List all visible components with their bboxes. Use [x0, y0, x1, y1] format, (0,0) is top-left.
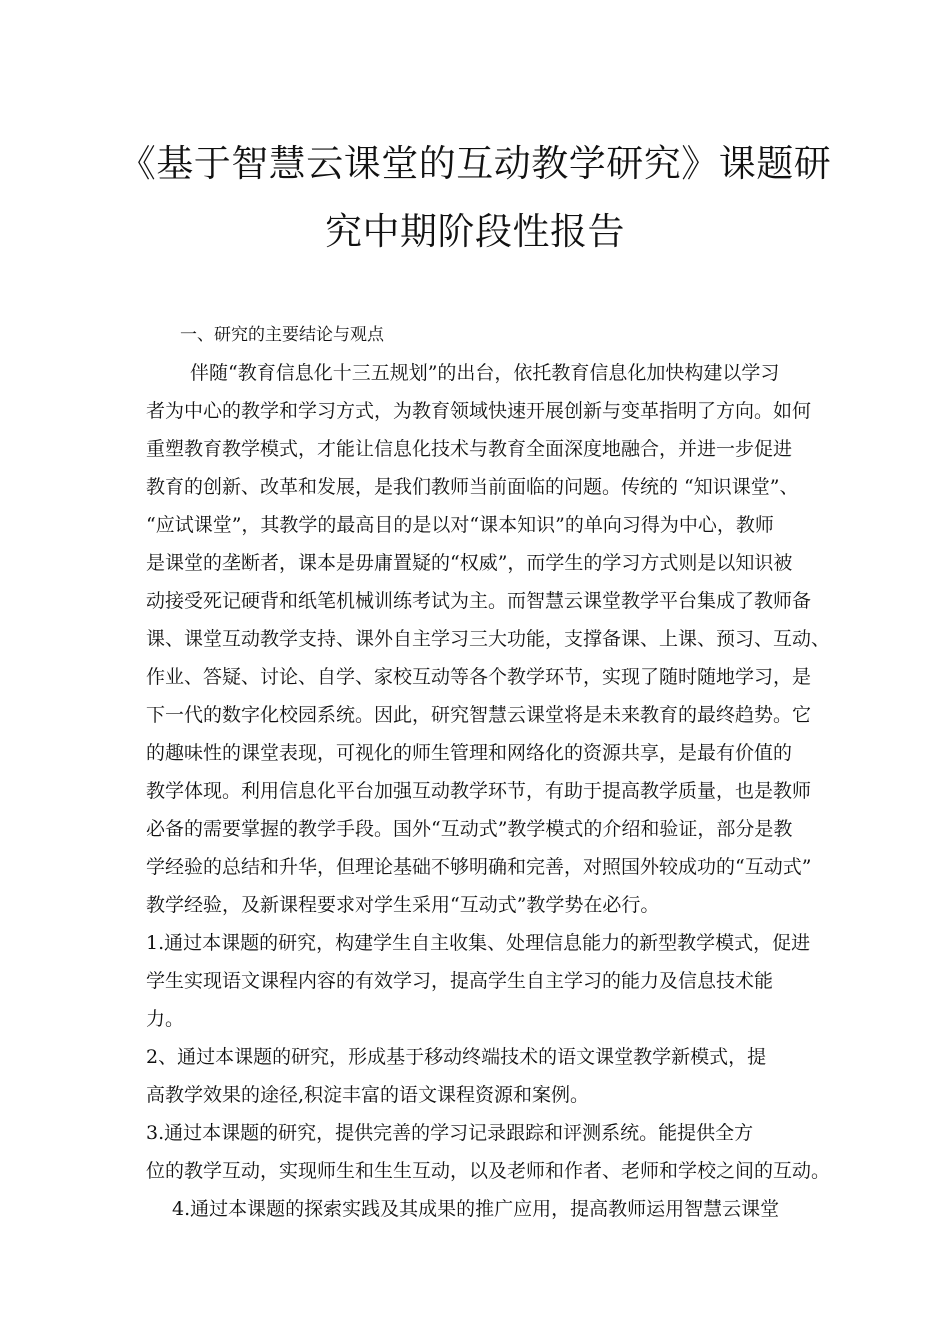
item-line: 2、通过本课题的研究，形成基于移动终端技术的语文课堂教学新模式，提 — [146, 1046, 767, 1068]
document-title-line-1: 《基于智慧云课堂的互动教学研究》课题研 — [118, 142, 832, 185]
paragraph-line: 伴随“教育信息化十三五规划”的出台，依托教育信息化加快构建以学习 — [190, 362, 780, 384]
item-line: 1.通过本课题的研究，构建学生自主收集、处理信息能力的新型教学模式，促进 — [146, 932, 811, 954]
paragraph-line: 教育的创新、改革和发展，是我们教师当前面临的问题。传统的 “知识课堂”、 — [146, 476, 799, 498]
paragraph-line: 学经验的总结和升华，但理论基础不够明确和完善，对照国外较成功的“互动式” — [146, 856, 812, 878]
paragraph-line: 教学体现。利用信息化平台加强互动教学环节，有助于提高教学质量，也是教师 — [146, 780, 812, 802]
item-line: 高教学效果的途径,积淀丰富的语文课程资源和案例。 — [146, 1084, 590, 1106]
paragraph-line: “应试课堂”，其教学的最高目的是以对“课本知识”的单向习得为中心，教师 — [146, 514, 774, 536]
item-line: 位的教学互动，实现师生和生生互动，以及老师和作者、老师和学校之间的互动。 — [146, 1160, 831, 1182]
document-title-line-2: 究中期阶段性报告 — [325, 210, 625, 253]
paragraph-line: 是课堂的垄断者，课本是毋庸置疑的“权威”，而学生的学习方式则是以知识被 — [146, 552, 793, 574]
section-heading: 一、研究的主要结论与观点 — [180, 325, 384, 345]
item-line: 4.通过本课题的探索实践及其成果的推广应用，提高教师运用智慧云课堂 — [172, 1198, 780, 1220]
paragraph-line: 下一代的数字化校园系统。因此，研究智慧云课堂将是未来教育的最终趋势。它 — [146, 704, 812, 726]
paragraph-line: 者为中心的教学和学习方式，为教育领域快速开展创新与变革指明了方向。如何 — [146, 400, 812, 422]
paragraph-line: 动接受死记硬背和纸笔机械训练考试为主。而智慧云课堂教学平台集成了教师备 — [146, 590, 812, 612]
paragraph-line: 课、课堂互动教学支持、课外自主学习三大功能，支撑备课、上课、预习、互动、 — [146, 628, 831, 650]
paragraph-line: 作业、答疑、讨论、自学、家校互动等各个教学环节，实现了随时随地学习，是 — [146, 666, 812, 688]
item-line: 力。 — [146, 1008, 185, 1030]
item-line: 3.通过本课题的研究，提供完善的学习记录跟踪和评测系统。能提供全方 — [146, 1122, 754, 1144]
paragraph-line: 重塑教育教学模式，才能让信息化技术与教育全面深度地融合，并进一步促进 — [146, 438, 793, 460]
item-line: 学生实现语文课程内容的有效学习，提高学生自主学习的能力及信息技术能 — [146, 970, 774, 992]
paragraph-line: 的趣味性的课堂表现，可视化的师生管理和网络化的资源共享，是最有价值的 — [146, 742, 793, 764]
paragraph-line: 教学经验，及新课程要求对学生采用“互动式”教学势在必行。 — [146, 894, 660, 916]
paragraph-line: 必备的需要掌握的教学手段。国外“互动式”教学模式的介绍和验证，部分是教 — [146, 818, 793, 840]
